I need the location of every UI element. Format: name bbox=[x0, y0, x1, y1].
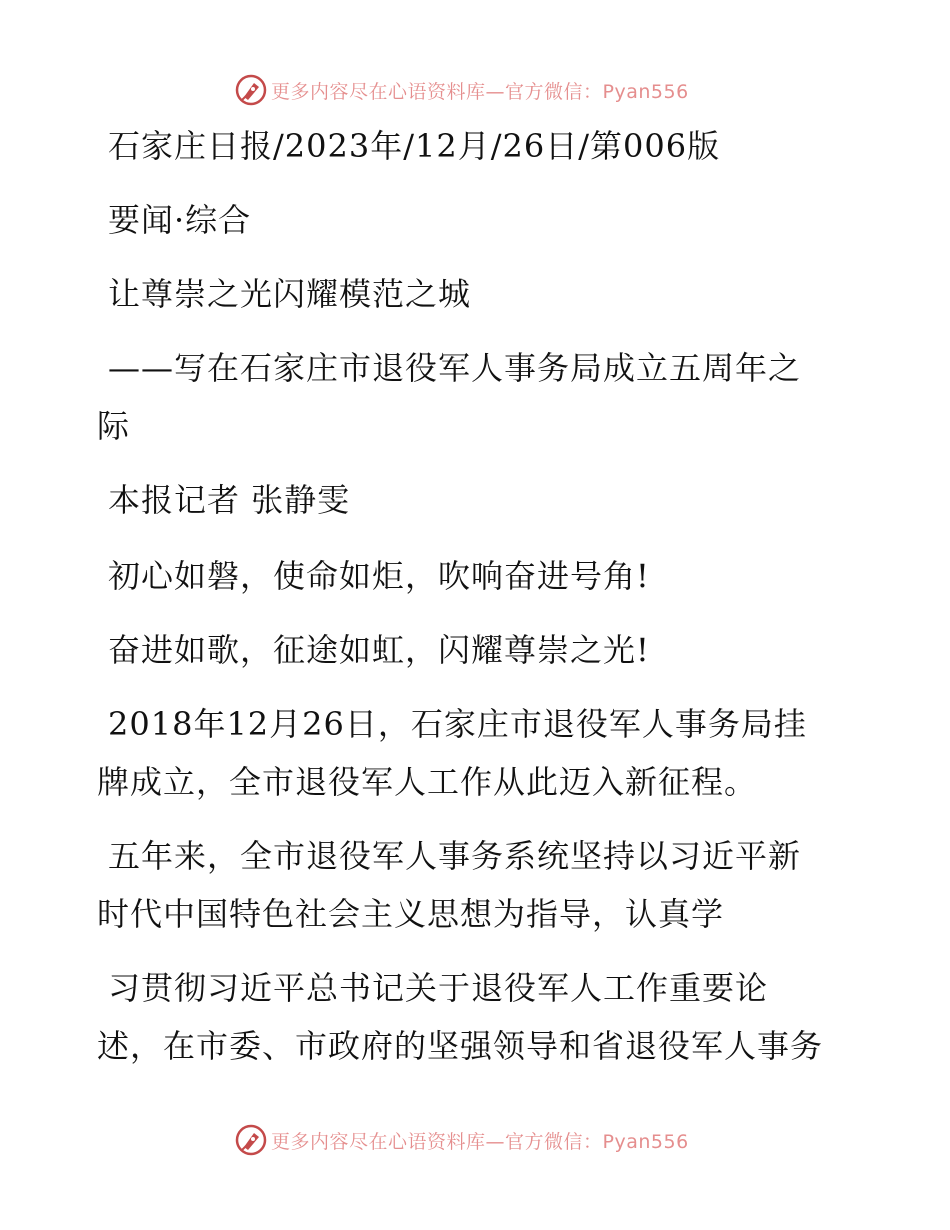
newspaper-header: 石家庄日报/2023年/12月/26日/第006版 bbox=[108, 127, 721, 165]
pen-nib-logo-icon bbox=[235, 74, 267, 106]
article-subtitle-line-2: 际 bbox=[97, 407, 131, 445]
paragraph-line: 习贯彻习近平总书记关于退役军人工作重要论 bbox=[108, 969, 769, 1007]
watermark-header bbox=[235, 72, 755, 108]
watermark-text: 更多内容尽在心语资料库—官方微信：Pyan556 bbox=[271, 80, 689, 103]
paragraph-line: 初心如磐，使命如炬，吹响奋进号角! bbox=[108, 557, 650, 595]
pen-nib-logo-icon bbox=[235, 1124, 267, 1156]
article-title: 让尊崇之光闪耀模范之城 bbox=[108, 275, 472, 313]
paragraph-line: 牌成立，全市退役军人工作从此迈入新征程。 bbox=[97, 763, 758, 801]
article-subtitle-line-1: ——写在石家庄市退役军人事务局成立五周年之 bbox=[108, 349, 802, 387]
section-label: 要闻·综合 bbox=[108, 201, 252, 239]
watermark-text: 更多内容尽在心语资料库—官方微信：Pyan556 bbox=[271, 1130, 689, 1153]
watermark-footer bbox=[235, 1122, 755, 1158]
paragraph-line: 奋进如歌，征途如虹，闪耀尊崇之光! bbox=[108, 631, 650, 669]
paragraph-line: 五年来，全市退役军人事务系统坚持以习近平新 bbox=[108, 837, 802, 875]
article-byline: 本报记者 张静雯 bbox=[108, 481, 351, 519]
paragraph-line: 时代中国特色社会主义思想为指导，认真学 bbox=[97, 895, 725, 933]
paragraph-line: 2018年12月26日，石家庄市退役军人事务局挂 bbox=[108, 705, 807, 743]
paragraph-line: 述，在市委、市政府的坚强领导和省退役军人事务 bbox=[97, 1027, 824, 1065]
